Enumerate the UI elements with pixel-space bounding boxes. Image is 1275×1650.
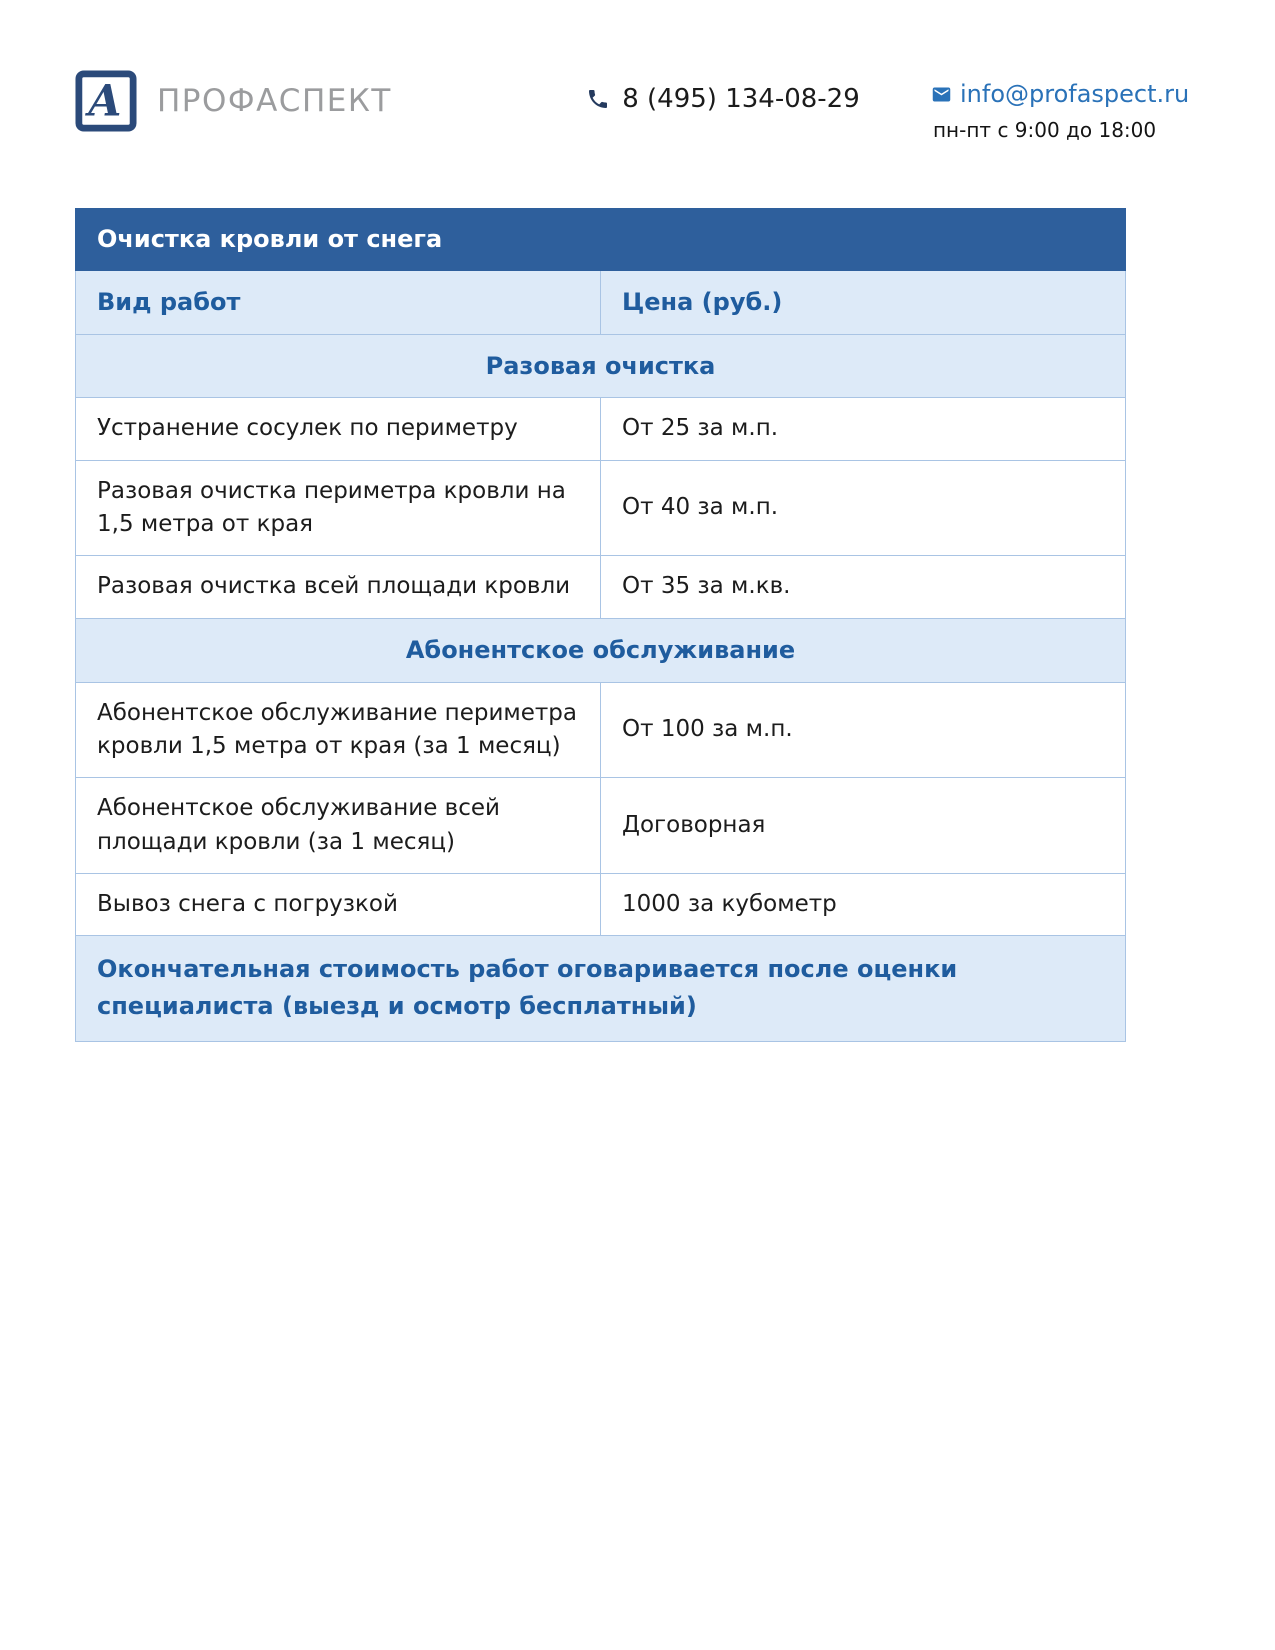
phone-icon — [586, 87, 610, 111]
work-cell: Абонентское обслуживание всей площади кровли (за 1 месяц) — [76, 778, 601, 874]
work-cell: Вывоз снега с погрузкой — [76, 873, 601, 935]
table-title: Очистка кровли от снега — [76, 209, 1126, 271]
column-header-work: Вид работ — [76, 270, 601, 334]
section-header-label: Абонентское обслуживание — [76, 618, 1126, 682]
phone-number: 8 (495) 134-08-29 — [622, 84, 860, 114]
working-hours: пн-пт с 9:00 до 18:00 — [932, 118, 1157, 142]
table-footer-cell — [76, 936, 1126, 1041]
site-header — [75, 70, 1193, 142]
price-cell: Договорная — [601, 778, 1126, 874]
section-header-onetime — [76, 334, 1126, 398]
column-header-row — [76, 270, 1126, 334]
price-cell: 1000 за кубометр — [601, 873, 1126, 935]
section-header-subscription — [76, 618, 1126, 682]
brand-name: ПРОФАСПЕКТ — [157, 83, 392, 119]
brand[interactable] — [75, 70, 515, 132]
table-row — [76, 556, 1126, 618]
phone-block — [586, 84, 860, 114]
price-cell: От 40 за м.п. — [601, 460, 1126, 556]
work-cell: Разовая очистка всей площади кровли — [76, 556, 601, 618]
price-cell: От 100 за м.п. — [601, 682, 1126, 778]
table-row — [76, 778, 1126, 874]
work-cell: Разовая очистка периметра кровли на 1,5 метра от края — [76, 460, 601, 556]
column-header-price: Цена (руб.) — [601, 270, 1126, 334]
contact-block — [931, 80, 1193, 142]
footer-note: Окончательная стоимость работ оговаривается после оценки специалиста (выезд и осмотр бесплатный) — [97, 955, 958, 1021]
table-row — [76, 682, 1126, 778]
table-row — [76, 460, 1126, 556]
logo-letter: А — [87, 76, 123, 127]
price-cell: От 25 за м.п. — [601, 398, 1126, 460]
table-row — [76, 398, 1126, 460]
email-icon — [931, 84, 952, 105]
table-row — [76, 873, 1126, 935]
table-title-row — [76, 209, 1126, 271]
logo-icon — [75, 70, 137, 132]
price-table — [75, 208, 1126, 1042]
price-cell: От 35 за м.кв. — [601, 556, 1126, 618]
work-cell: Абонентское обслуживание периметра кровли 1,5 метра от края (за 1 месяц) — [76, 682, 601, 778]
section-header-label: Разовая очистка — [76, 334, 1126, 398]
work-cell: Устранение сосулек по периметру — [76, 398, 601, 460]
email-row — [931, 80, 1193, 108]
email-link[interactable]: info@profaspect.ru — [959, 80, 1190, 108]
table-footer-row — [76, 936, 1126, 1041]
